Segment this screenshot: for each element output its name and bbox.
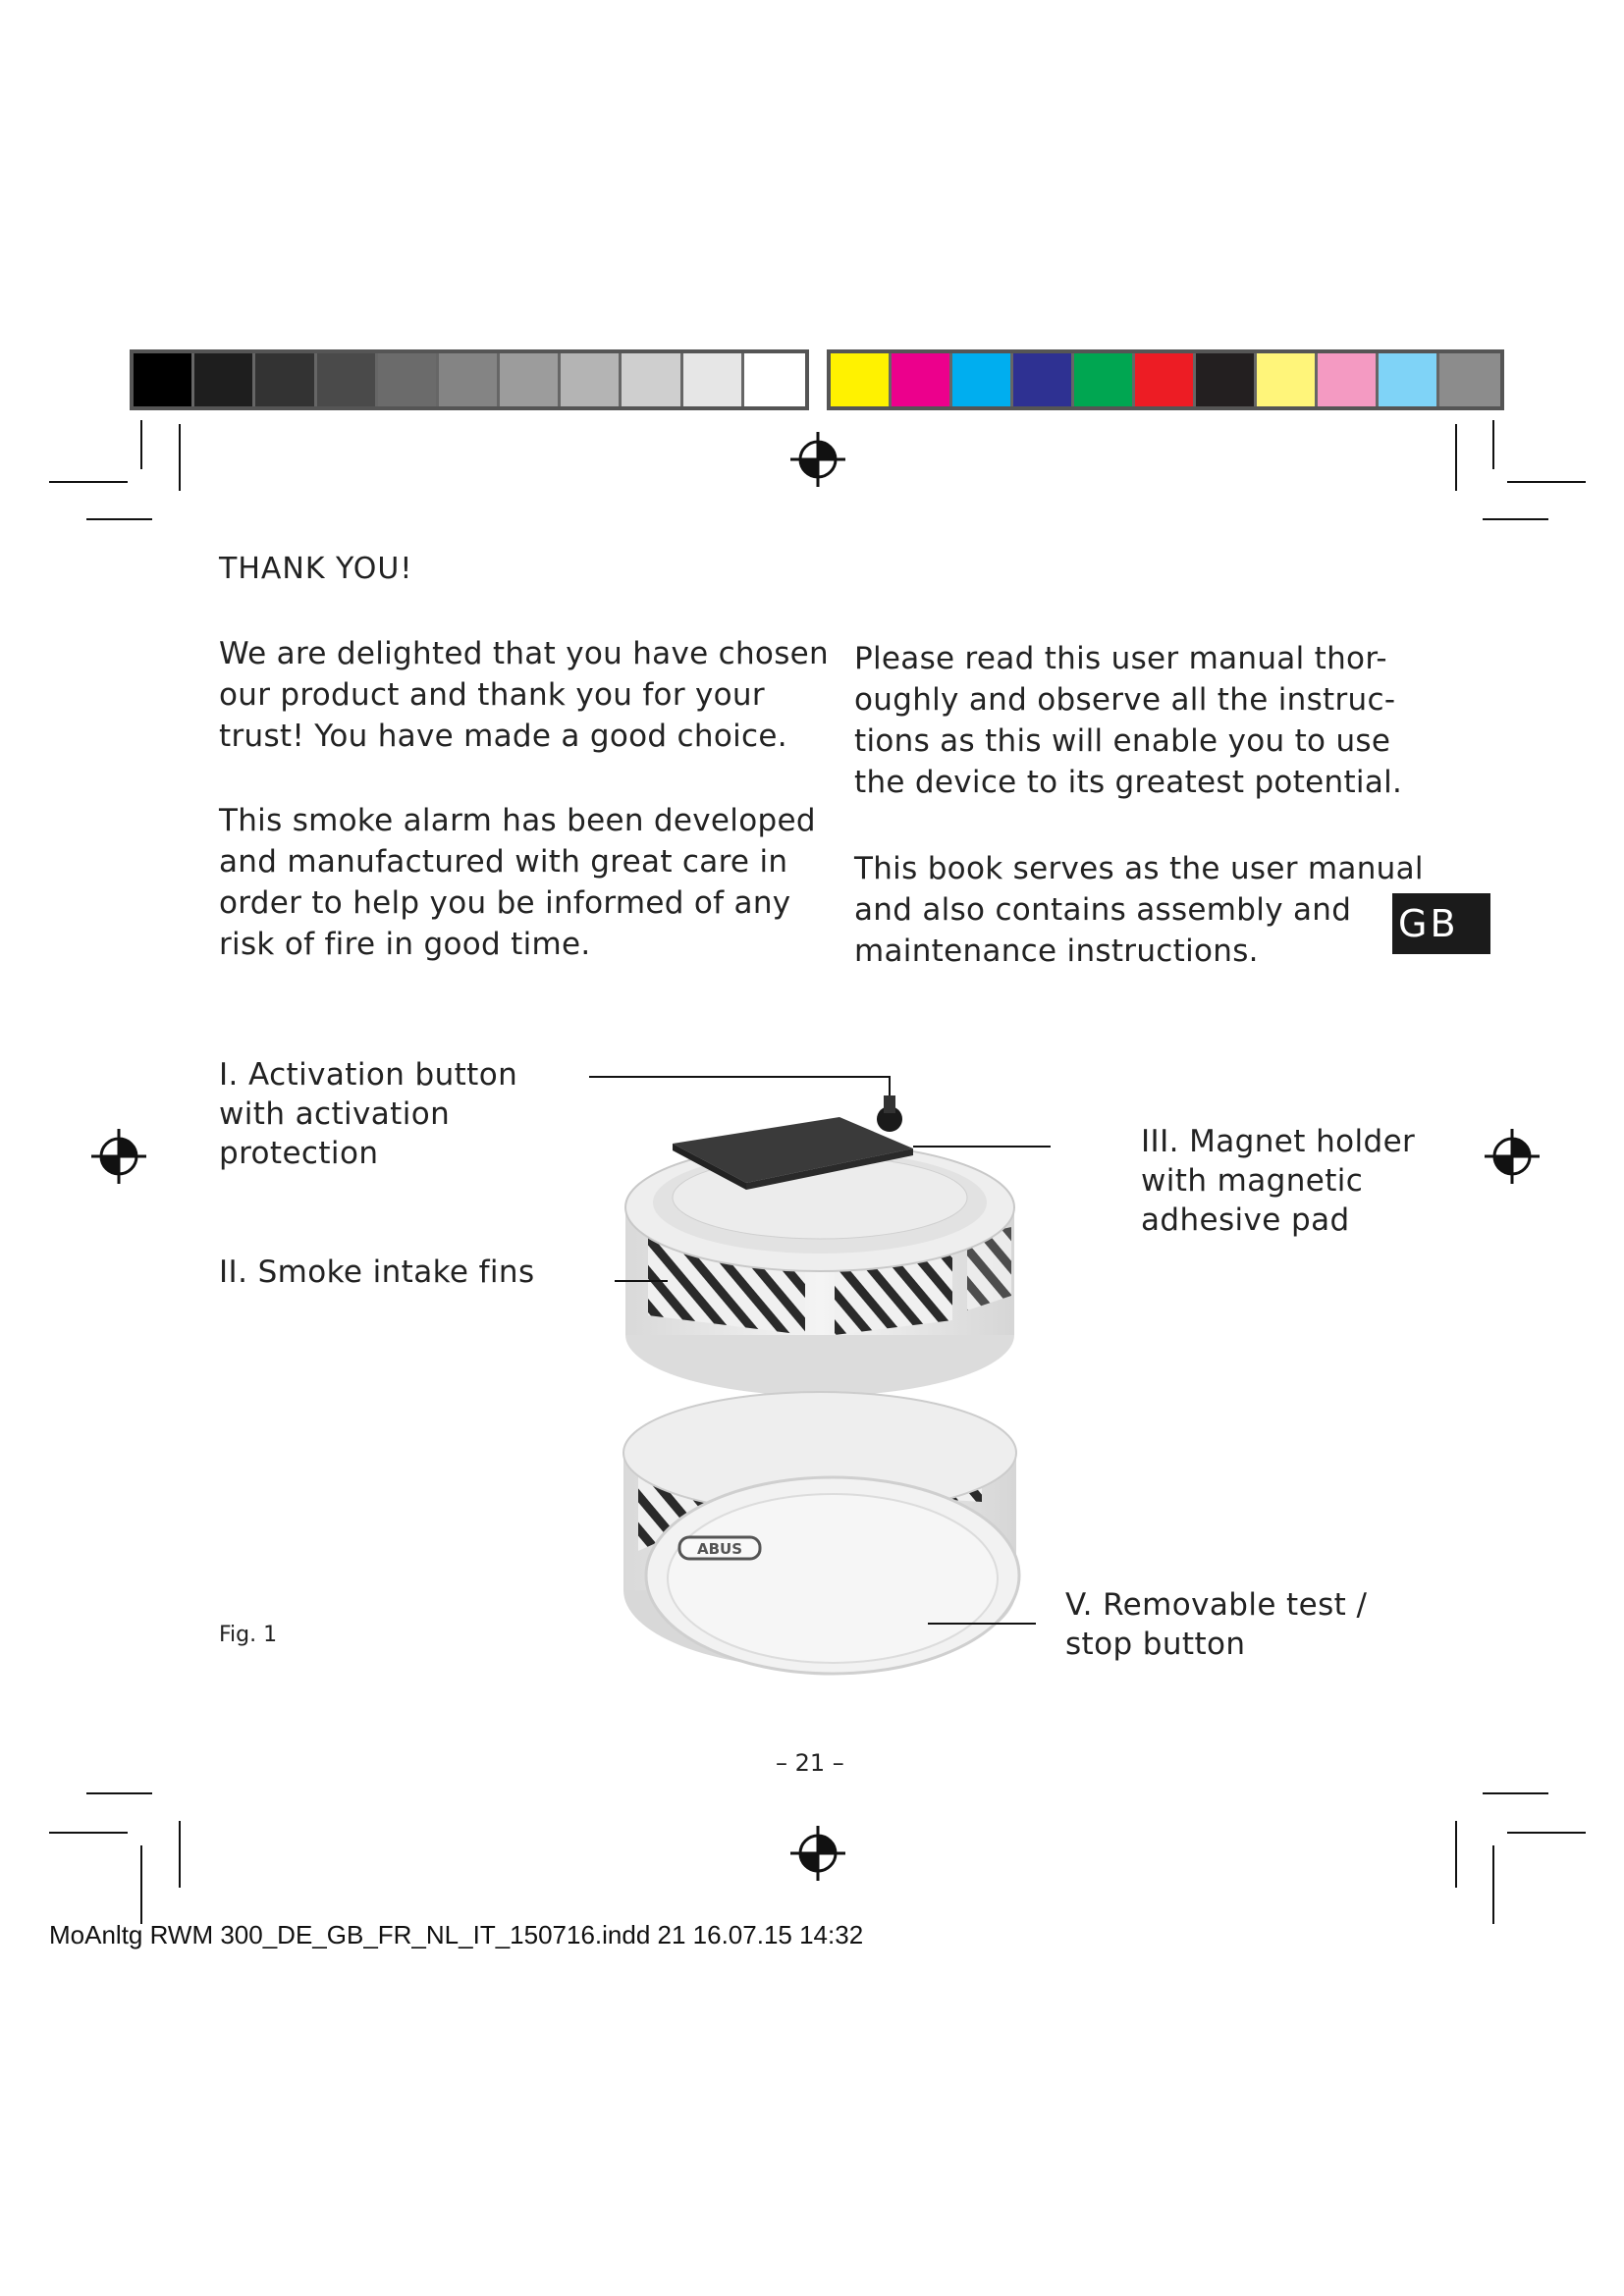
grayscale-color-bar: [130, 349, 809, 410]
page-number: – 21 –: [776, 1749, 844, 1777]
crop-mark: [1492, 1845, 1494, 1924]
crop-mark: [86, 518, 152, 520]
crop-mark: [1483, 518, 1548, 520]
color-swatch: [831, 353, 892, 406]
color-swatch: [744, 353, 805, 406]
color-swatch: [561, 353, 622, 406]
leader-line-activation: [589, 1077, 890, 1095]
crop-mark: [140, 1845, 142, 1924]
color-swatch: [439, 353, 500, 406]
crop-mark: [86, 1792, 152, 1794]
crop-mark: [179, 1821, 181, 1888]
color-swatch: [1257, 353, 1318, 406]
callout-magnet-holder: III. Magnet holder with magnetic adhesive pad: [1141, 1124, 1416, 1238]
color-swatch: [683, 353, 744, 406]
color-swatch: [317, 353, 378, 406]
color-swatch: [194, 353, 255, 406]
color-swatch: [622, 353, 682, 406]
smoke-alarm-illustration: [589, 1041, 1051, 1688]
color-swatch: [1196, 353, 1257, 406]
callout-smoke-intake-fins: II. Smoke intake fins: [219, 1255, 535, 1290]
process-color-bar: [827, 349, 1504, 410]
color-swatch: [1074, 353, 1135, 406]
intro-paragraph-2: This smoke alarm has been developed and manufactured with great care in order to help you be informed of any risk of fire in good time.: [219, 803, 816, 962]
callout-activation-button: I. Activation button with activation protection: [219, 1057, 518, 1171]
registration-mark-icon: [790, 432, 845, 487]
color-swatch: [892, 353, 952, 406]
manual-paragraph-1: Please read this user manual thor- oughly and observe all the instruc- tions as this will enable you to use the device to its greatest potential.: [854, 641, 1403, 800]
figure-caption: Fig. 1: [219, 1623, 278, 1647]
crop-mark: [49, 481, 128, 483]
crop-mark: [1455, 424, 1457, 491]
intro-paragraph-1: We are delighted that you have chosen our product and thank you for your trust! You have made a good choice.: [219, 636, 829, 754]
crop-mark: [1507, 481, 1586, 483]
color-swatch: [1439, 353, 1500, 406]
crop-mark: [1507, 1832, 1586, 1834]
color-swatch: [952, 353, 1013, 406]
color-swatch: [1379, 353, 1439, 406]
crop-mark: [179, 424, 181, 491]
print-slug-line: MoAnltg RWM 300_DE_GB_FR_NL_IT_150716.indd 21 16.07.15 14:32: [49, 1920, 864, 1949]
callout-test-stop-button: V. Removable test / stop button: [1065, 1587, 1368, 1662]
color-swatch: [1318, 353, 1379, 406]
lower-housing: [623, 1392, 1019, 1674]
crop-mark: [1483, 1792, 1548, 1794]
crop-mark: [1455, 1821, 1457, 1888]
brand-logo: ABUS: [696, 1540, 743, 1558]
upper-housing: [625, 1095, 1014, 1396]
registration-mark-icon: [1485, 1129, 1540, 1184]
color-swatch: [255, 353, 316, 406]
color-swatch: [134, 353, 194, 406]
manual-paragraph-2: This book serves as the user manual and also contains assembly and maintenance instructions.: [854, 851, 1424, 969]
color-swatch: [378, 353, 439, 406]
color-swatch: [1135, 353, 1196, 406]
color-swatch: [1013, 353, 1074, 406]
language-tab: GB: [1392, 893, 1490, 954]
color-swatch: [500, 353, 561, 406]
crop-mark: [49, 1832, 128, 1834]
crop-mark: [1492, 420, 1494, 469]
registration-mark-icon: [790, 1826, 845, 1881]
crop-mark: [140, 420, 142, 469]
registration-mark-icon: [91, 1129, 146, 1184]
page-heading: THANK YOU!: [219, 552, 413, 586]
